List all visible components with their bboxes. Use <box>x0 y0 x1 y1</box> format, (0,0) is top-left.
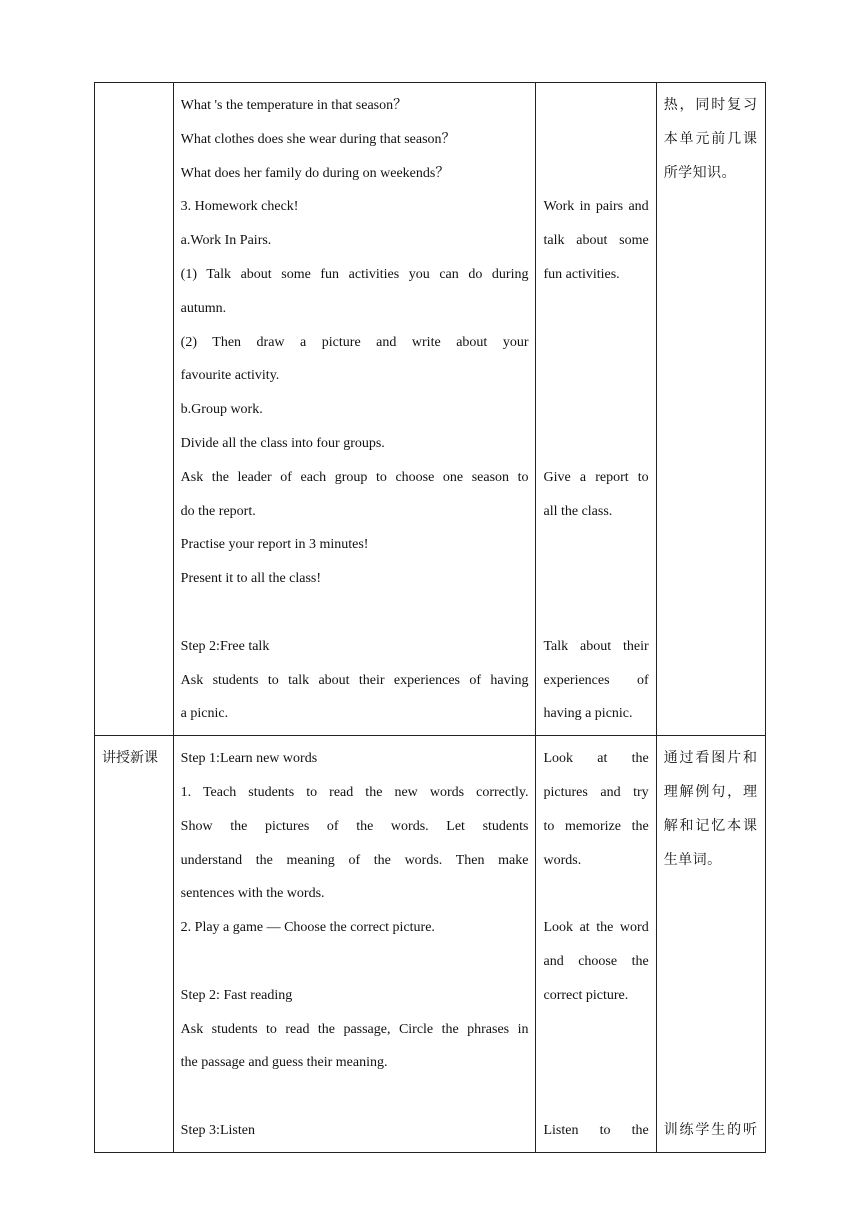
text-line: Practise your report in 3 minutes! <box>180 537 369 553</box>
lesson-plan-table <box>94 82 766 1153</box>
text-line: Give a report to <box>543 469 649 485</box>
text-line: What clothes does she wear during that season？ <box>180 131 456 147</box>
text-line: Look at the <box>543 751 649 767</box>
text-line: fun activities. <box>543 266 620 282</box>
blank-line <box>543 562 648 596</box>
blank-line <box>543 89 648 123</box>
text-line: Present it to all the class! <box>180 571 322 587</box>
blank-line <box>543 1013 648 1047</box>
text-line: a picnic. <box>180 706 229 722</box>
text-line: Divide all the class into four groups. <box>180 435 385 451</box>
text-line: a.Work In Pairs. <box>180 233 272 249</box>
text-line: 训练学生的听 <box>663 1121 758 1138</box>
text-line: do the report. <box>180 503 256 519</box>
text-line: 理解例句，理 <box>663 783 758 800</box>
blank-line <box>543 528 648 562</box>
stage-cell <box>95 736 174 1153</box>
text-line: Step 2: Fast reading <box>180 987 293 1003</box>
text-line: Ask students to talk about their experiences of having <box>180 672 529 688</box>
text-line: (2) Then draw a picture and write about your <box>180 334 529 350</box>
text-line: experiences of <box>543 672 649 688</box>
text-line: Ask students to read the passage, Circle the phrases in <box>180 1021 529 1037</box>
blank-line <box>543 596 648 630</box>
blank-line <box>181 1080 529 1114</box>
text-line: talk about some <box>543 233 649 249</box>
table-row <box>95 736 766 1153</box>
text-line: 所学知识。 <box>663 164 737 181</box>
text-line: understand the meaning of the words. Then make <box>180 852 529 868</box>
text-line: 2. Play a game — Choose the correct picture. <box>180 920 435 936</box>
text-line: 解和记忆本课 <box>663 817 758 834</box>
text-line: words. <box>543 852 582 868</box>
blank-line <box>664 911 758 945</box>
teacher-activity-cell <box>173 83 536 736</box>
blank-line <box>664 945 758 979</box>
text-line: Listen to the <box>543 1122 649 1138</box>
text-line: b.Group work. <box>180 402 263 418</box>
blank-line <box>664 1080 758 1114</box>
blank-line <box>664 1013 758 1047</box>
stage-label: 讲授新课 <box>102 751 158 767</box>
text-line: sentences with the words. <box>180 886 325 902</box>
text-line: Step 1:Learn new words <box>180 751 318 767</box>
text-line: (1) Talk about some fun activities you can do during <box>180 266 529 282</box>
text-line: 1. Teach students to read the new words correctly. <box>180 784 529 800</box>
text-line: 本单元前几课 <box>663 130 758 147</box>
student-activity-cell <box>536 83 656 736</box>
blank-line <box>543 427 648 461</box>
blank-line <box>664 979 758 1013</box>
design-intent-cell <box>656 736 765 1153</box>
text-line: Work in pairs and <box>543 199 649 215</box>
text-line: 通过看图片和 <box>663 750 758 767</box>
text-line: 热，同时复习 <box>663 97 758 113</box>
stage-cell <box>95 83 174 736</box>
blank-line <box>181 596 529 630</box>
blank-line <box>543 292 648 326</box>
blank-line <box>543 393 648 427</box>
text-line: all the class. <box>543 503 613 519</box>
design-intent-cell <box>656 83 765 736</box>
blank-line <box>543 877 648 911</box>
text-line: autumn. <box>180 300 227 316</box>
text-line: and choose the <box>543 953 649 969</box>
teacher-activity-cell <box>173 736 536 1153</box>
blank-line <box>543 157 648 191</box>
text-line: having a picnic. <box>543 706 633 722</box>
text-line: Step 3:Listen <box>180 1122 255 1138</box>
text-line: What 's the temperature in that season？ <box>180 98 408 113</box>
blank-line <box>543 359 648 393</box>
blank-line <box>664 1046 758 1080</box>
text-line: 生单词。 <box>663 851 722 868</box>
blank-line <box>664 877 758 911</box>
text-line: Step 2:Free talk <box>180 638 270 654</box>
text-line: Ask the leader of each group to choose one season to <box>180 469 529 485</box>
text-line: Show the pictures of the words. Let students <box>180 818 529 834</box>
blank-line <box>543 1046 648 1080</box>
text-line: pictures and try <box>543 784 649 800</box>
table-row <box>95 83 766 736</box>
text-line: Talk about their <box>543 638 649 654</box>
blank-line <box>543 1080 648 1114</box>
student-activity-cell <box>536 736 656 1153</box>
text-line: 3. Homework check! <box>180 199 299 215</box>
text-line: correct picture. <box>543 987 629 1003</box>
text-line: favourite activity. <box>180 368 280 384</box>
text-line: What does her family do during on weekends？ <box>180 165 450 181</box>
blank-line <box>181 945 529 979</box>
text-line: to memorize the <box>543 818 649 834</box>
text-line: Look at the word <box>543 920 649 936</box>
blank-line <box>543 326 648 360</box>
blank-line <box>543 123 648 157</box>
text-line: the passage and guess their meaning. <box>180 1055 388 1071</box>
